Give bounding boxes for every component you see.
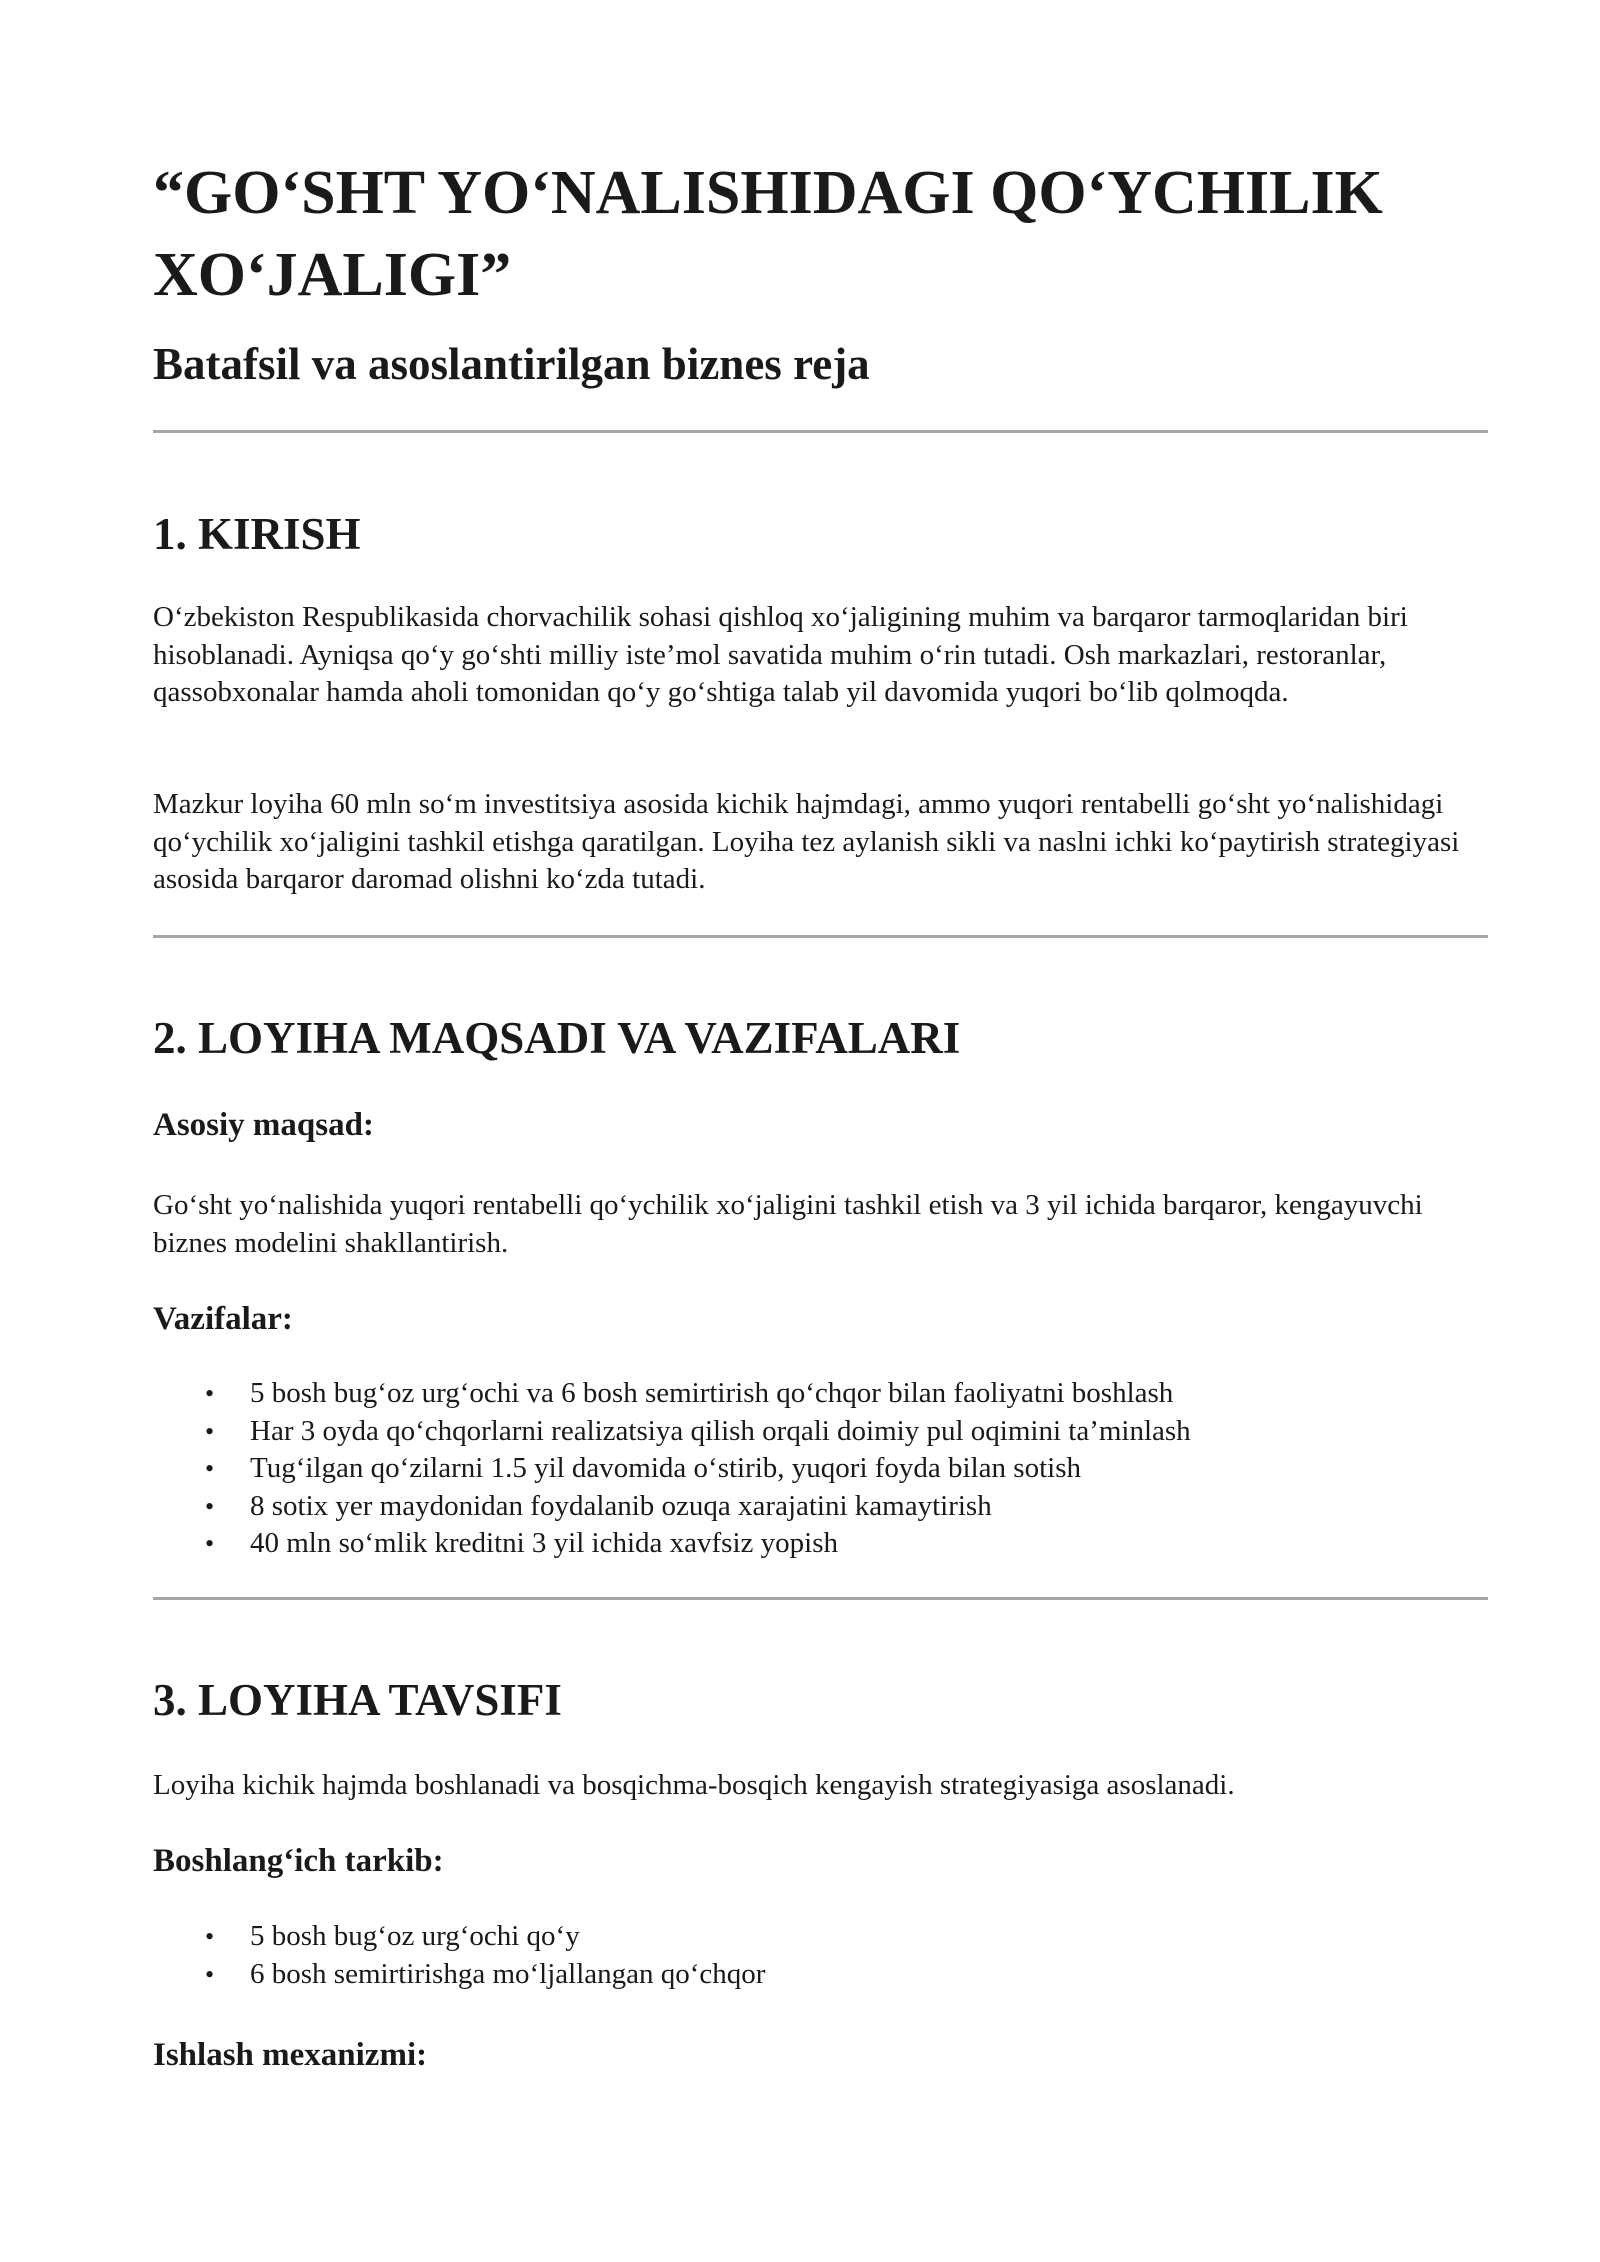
- paragraph: Loyiha kichik hajmda boshlanadi va bosqichma-bosqich kengayish strategiyasiga asoslanadi.: [153, 1769, 1235, 1801]
- section-heading-maqsad: 2. LOYIHA MAQSADI VA VAZIFALARI: [153, 1013, 961, 1063]
- list-item: [153, 1918, 765, 1956]
- bullet-icon: •: [205, 1416, 215, 1446]
- subheading-goal: Asosiy maqsad:: [153, 1107, 374, 1143]
- subheading-composition: Boshlang‘ich tarkib:: [153, 1843, 444, 1879]
- list-item-text: Har 3 oyda qo‘chqorlarni realizatsiya qilish orqali doimiy pul oqimini ta’minlash: [250, 1414, 1191, 1447]
- divider: [153, 430, 1488, 433]
- list-item-text: 40 mln so‘mlik kreditni 3 yil ichida xavfsiz yopish: [250, 1527, 838, 1559]
- paragraph: Mazkur loyiha 60 mln so‘m investitsiya asosida kichik hajmdagi, ammo yuqori rentabelli go‘sht yo‘nalishidagi qo‘ychilik xo‘jaligini tashkil etishga qaratilgan. Loyiha tez aylanish sikli va naslni ichki ko‘paytirish strategiyasi asosida barqaror daromad olishni ko‘zda tutadi.: [153, 788, 1460, 895]
- bullet-icon: •: [205, 1959, 215, 1989]
- goal-paragraph: Go‘sht yo‘nalishida yuqori rentabelli qo‘ychilik xo‘jaligini tashkil etish va 3 yil ichida barqaror, kengayuvchi biznes modelini shakllantirish.: [153, 1189, 1423, 1259]
- paragraph: O‘zbekiston Respublikasida chorvachilik sohasi qishloq xo‘jaligining muhim va barqaror tarmoqlaridan biri hisoblanadi. Ayniqsa qo‘y go‘shti milliy iste’mol savatida muhim o‘rin tutadi. Osh markazlari, restoranlar, qassobxonalar hamda aholi tomonidan qo‘y go‘shtiga talab yil davomida yuqori bo‘lib qolmoqda.: [153, 601, 1408, 708]
- bullet-icon: •: [205, 1529, 215, 1558]
- subheading-tasks: Vazifalar:: [153, 1301, 293, 1337]
- list-item: [153, 1450, 1191, 1488]
- list-item: [153, 1413, 1191, 1451]
- bullet-icon: •: [205, 1379, 215, 1408]
- list-item: [153, 1956, 765, 1994]
- tasks-list: [153, 1375, 1191, 1563]
- bullet-icon: •: [205, 1454, 215, 1483]
- section-heading-kirish: 1. KIRISH: [153, 509, 361, 559]
- section-heading-tavsif: 3. LOYIHA TAVSIFI: [153, 1675, 562, 1725]
- list-item-text: 5 bosh bug‘oz urg‘ochi va 6 bosh semirtirish qo‘chqor bilan faoliyatni boshlash: [250, 1377, 1174, 1409]
- composition-list: [153, 1918, 765, 1993]
- divider: [153, 935, 1488, 938]
- subheading-mechanism: Ishlash mexanizmi:: [153, 2037, 428, 2073]
- list-item-text: Tug‘ilgan qo‘zilarni 1.5 yil davomida o‘stirib, yuqori foyda bilan sotish: [250, 1452, 1081, 1484]
- list-item: [153, 1375, 1191, 1413]
- list-item-text: 6 bosh semirtirishga mo‘ljallangan qo‘chqor: [250, 1957, 766, 1990]
- bullet-icon: •: [205, 1922, 215, 1951]
- bullet-icon: •: [205, 1491, 215, 1521]
- list-item: [153, 1488, 1191, 1526]
- divider: [153, 1597, 1488, 1600]
- list-item: [153, 1525, 1191, 1563]
- list-item-text: 5 bosh bug‘oz urg‘ochi qo‘y: [250, 1920, 580, 1952]
- document-subtitle: Batafsil va asoslantirilgan biznes reja: [153, 339, 870, 389]
- document-title: “GO‘SHT YO‘NALISHIDAGI QO‘YCHILIK XO‘JALIGI”: [153, 159, 1383, 309]
- list-item-text: 8 sotix yer maydonidan foydalanib ozuqa xarajatini kamaytirish: [250, 1489, 992, 1522]
